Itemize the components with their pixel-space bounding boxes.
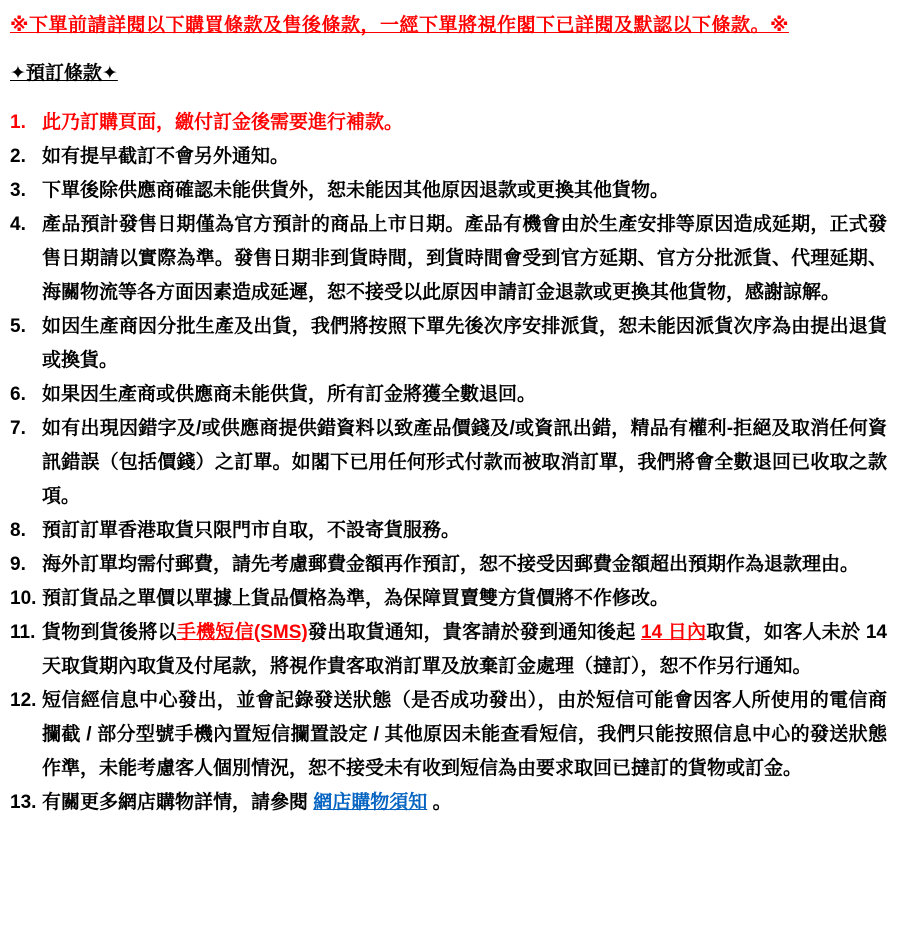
item-text: 短信經信息中心發出，並會記錄發送狀態（是否成功發出），由於短信可能會因客人所使用的電信商攔截 / 部分型號手機內置短信攔置設定 / 其他原因未能查看短信，我們只能按照信息中心的發送狀態作準，未能考慮客人個別情況，恕不接受未有收到短信為由要求取回已撻訂的貨物或訂金。 xyxy=(42,690,887,779)
item-number: 13. xyxy=(10,792,37,813)
term-item-5 xyxy=(10,310,887,378)
term-item-8 xyxy=(10,514,887,548)
item-number: 7. xyxy=(10,418,26,439)
pickup-deadline-highlight: 14 日內 xyxy=(641,622,707,643)
term-item-1 xyxy=(10,106,887,140)
term-item-6 xyxy=(10,378,887,412)
item-text: 有關更多網店購物詳情，請參閱 網店購物須知 。 xyxy=(42,792,452,813)
term-item-10 xyxy=(10,582,887,616)
item-text: 預訂訂單香港取貨只限門市自取，不設寄貨服務。 xyxy=(42,520,461,541)
term-item-12 xyxy=(10,684,887,786)
item-number: 5. xyxy=(10,316,26,337)
item-text: 貨物到貨後將以手機短信(SMS)發出取貨通知，貴客請於發到通知後起 14 日內取貨，如客人未於 14 天取貨期內取貨及付尾款，將視作貴客取消訂單及放棄訂金處理（撻訂），恕不作另行通知。 xyxy=(42,622,887,677)
item-number: 11. xyxy=(10,622,36,643)
item-text: 如有提早截訂不會另外通知。 xyxy=(42,146,290,167)
term-item-11 xyxy=(10,616,887,684)
term-item-2 xyxy=(10,140,887,174)
item-text: 預訂貨品之單價以單據上貨品價格為準，為保障買賣雙方貨價將不作修改。 xyxy=(42,588,670,609)
item-text: 如有出現因錯字及/或供應商提供錯資料以致產品價錢及/或資訊出錯，精品有權利-拒絕及取消任何資訊錯誤（包括價錢）之訂單。如閣下已用任何形式付款而被取消訂單，我們將會全數退回已收取之款項。 xyxy=(42,418,887,507)
sms-highlight: 手機短信(SMS) xyxy=(176,622,308,643)
item-number: 8. xyxy=(10,520,26,541)
item-number: 10. xyxy=(10,588,37,609)
item-number: 6. xyxy=(10,384,26,405)
store-shopping-notice-link[interactable]: 網店購物須知 xyxy=(313,792,428,813)
item-text: 如因生產商因分批生產及出貨，我們將按照下單先後次序安排派貨，恕未能因派貨次序為由提出退貨或換貨。 xyxy=(42,316,887,371)
item-text: 下單後除供應商確認未能供貨外，恕未能因其他原因退款或更換其他貨物。 xyxy=(42,180,670,201)
item-number: 3. xyxy=(10,180,26,201)
term-item-4 xyxy=(10,208,887,310)
item-number: 12. xyxy=(10,690,37,711)
page-title: ※下單前請詳閱以下購買條款及售後條款，一經下單將視作閣下已詳閱及默認以下條款。※ xyxy=(10,15,789,36)
item-number: 2. xyxy=(10,146,26,167)
item-number: 1. xyxy=(10,112,26,133)
item-number: 4. xyxy=(10,214,26,235)
item-text: 此乃訂購頁面，繳付訂金後需要進行補款。 xyxy=(42,112,404,133)
term-item-9 xyxy=(10,548,887,582)
item-text: 海外訂單均需付郵費，請先考慮郵費金額再作預訂，恕不接受因郵費金額超出預期作為退款理由。 xyxy=(42,554,860,575)
terms-list xyxy=(10,106,887,820)
item-number: 9. xyxy=(10,554,26,575)
section-heading-preorder-terms: ✦預訂條款✦ xyxy=(10,63,118,84)
term-item-3 xyxy=(10,174,887,208)
term-item-13 xyxy=(10,786,887,820)
term-item-7 xyxy=(10,412,887,514)
item-text: 產品預計發售日期僅為官方預計的商品上市日期。產品有機會由於生產安排等原因造成延期，正式發售日期請以實際為準。發售日期非到貨時間，到貨時間會受到官方延期、官方分批派貨、代理延期、海關物流等各方面因素造成延遲，恕不接受以此原因申請訂金退款或更換其他貨物，感謝諒解。 xyxy=(42,214,887,303)
item-text: 如果因生產商或供應商未能供貨，所有訂金將獲全數退回。 xyxy=(42,384,537,405)
